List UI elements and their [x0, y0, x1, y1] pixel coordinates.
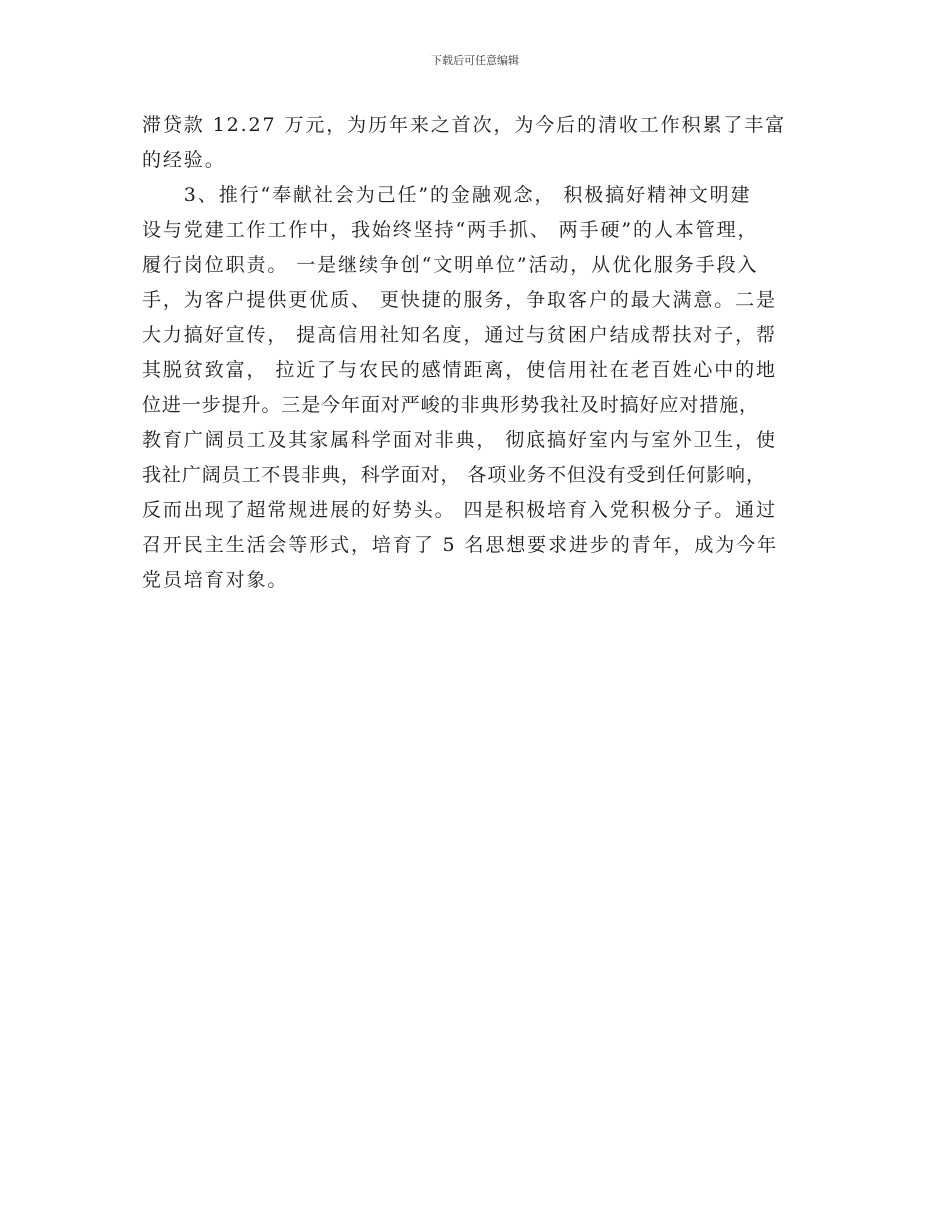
text-line: 党员培育对象。 — [142, 569, 289, 591]
text-line: 位进一步提升。三是今年面对严峻的非典形势我社及时搞好应对措施， — [142, 394, 759, 416]
text-line: 的经验。 — [142, 149, 226, 171]
text-line: 履行岗位职责。 一是继续争创“文明单位”活动，从优化服务手段入 — [142, 254, 759, 276]
text-line: 反而出现了超常规进展的好势头。 四是积极培育入党积极分子。通过 — [142, 499, 777, 521]
document-body — [142, 108, 814, 598]
text-line: 教育广阔员工及其家属科学面对非典， 彻底搞好室内与室外卫生，使 — [142, 429, 777, 451]
page-header-note: 下载后可任意编辑 — [431, 54, 519, 67]
text-line: 我社广阔员工不畏非典，科学面对， 各项业务不但没有受到任何影响， — [142, 464, 766, 486]
text-line: 3、推行“奉献社会为己任”的金融观念， 积极搞好精神文明建 — [142, 184, 752, 206]
text-line: 手，为客户提供更优质、 更快捷的服务，争取客户的最大满意。二是 — [142, 289, 777, 311]
text-line: 召开民主生活会等形式，培育了 5 名思想要求进步的青年，成为今年 — [142, 534, 778, 556]
text-line: 大力搞好宣传， 提高信用社知名度，通过与贫困户结成帮扶对子，帮 — [142, 324, 777, 346]
text-line: 设与党建工作工作中，我始终坚持“两手抓、 两手硬”的人本管理， — [142, 219, 759, 241]
text-line: 其脱贫致富， 拉近了与农民的感情距离，使信用社在老百姓心中的地 — [142, 359, 777, 381]
text-line: 滞贷款 12.27 万元，为历年来之首次，为今后的清收工作积累了丰富 — [142, 114, 787, 136]
